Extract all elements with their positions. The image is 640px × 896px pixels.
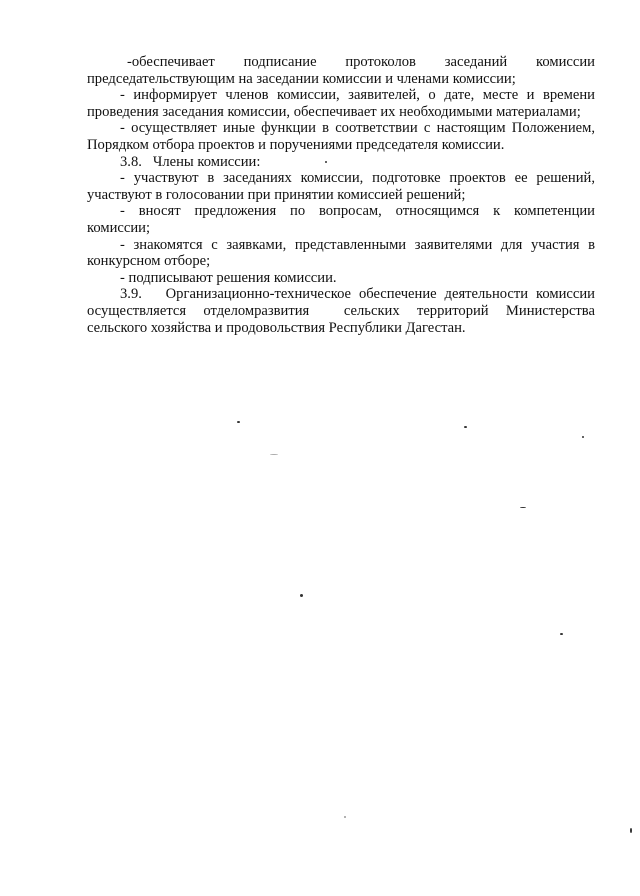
document-body [87, 54, 595, 336]
scan-speck [520, 507, 526, 508]
scan-speck [464, 426, 467, 428]
text-line: участвуют в голосовании при принятии комиссией решений; [87, 186, 466, 203]
text-line: - знакомятся с заявками, представленными заявителями для участия в [120, 236, 595, 253]
section-heading-3-8 [87, 154, 595, 171]
paragraph-applications [87, 237, 595, 270]
paragraph-sign-decisions [87, 270, 595, 287]
scan-speck [325, 161, 327, 163]
paragraph-signing [87, 54, 595, 87]
text-line: конкурсном отборе; [87, 253, 211, 270]
paragraph-proposals [87, 203, 595, 236]
scan-speck [582, 436, 584, 438]
scan-speck [630, 828, 632, 833]
text-line: комиссии; [87, 219, 151, 236]
paragraph-informing [87, 87, 595, 120]
text-line: - вносят предложения по вопросам, относящимся к компетенции [120, 203, 595, 220]
paragraph-participation [87, 170, 595, 203]
scan-speck [300, 594, 303, 597]
text-line: - информирует членов комиссии, заявителей, о дате, месте и времени [120, 87, 595, 104]
text-line: осуществляется отделомразвития сельских территорий Министерства [87, 302, 595, 319]
scan-speck [270, 454, 278, 455]
text-line: -обеспечивает подписание протоколов заседаний комиссии [127, 54, 595, 70]
scan-speck [237, 421, 240, 423]
text-line: проведения заседания комиссии, обеспечивает их необходимыми материалами; [87, 103, 581, 120]
text-line: - осуществляет иные функции в соответствии с настоящим Положением, [120, 120, 595, 137]
scan-speck [344, 816, 346, 818]
text-line: председательствующим на заседании комиссии и членами комиссии; [87, 70, 516, 87]
scan-speck [560, 633, 563, 635]
text-line: - подписывают решения комиссии. [120, 269, 337, 286]
text-line: 3.8. Члены комиссии: [120, 153, 261, 170]
paragraph-other-functions [87, 120, 595, 153]
text-line: 3.9. Организационно-техническое обеспечение деятельности комиссии [120, 286, 595, 303]
text-line: - участвуют в заседаниях комиссии, подготовке проектов ее решений, [120, 170, 595, 187]
text-line: Порядком отбора проектов и поручениями председателя комиссии. [87, 136, 505, 153]
section-3-9 [87, 286, 595, 336]
text-line: сельского хозяйства и продовольствия Республики Дагестан. [87, 319, 466, 336]
